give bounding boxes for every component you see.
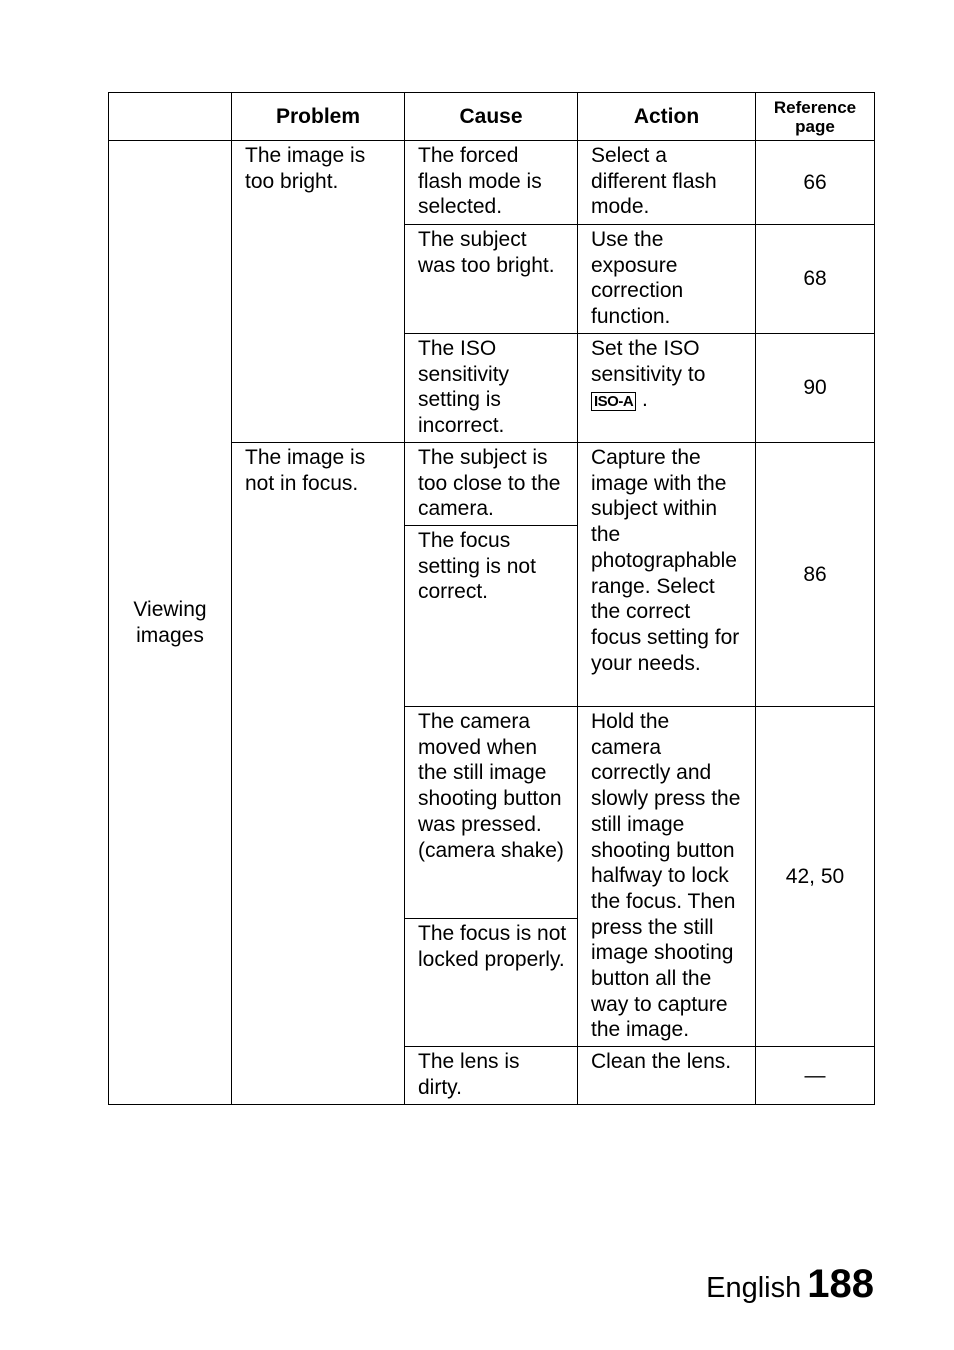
header-reference-page: Reference page <box>756 93 875 141</box>
reference-page-cell: 42, 50 <box>756 707 875 1047</box>
header-action: Action <box>578 93 756 141</box>
problem-cell: The image is too bright. <box>232 141 405 443</box>
action-cell: Select a different flash mode. <box>578 141 756 225</box>
reference-page-cell: 86 <box>756 443 875 707</box>
cause-cell: The focus is not locked properly. <box>405 919 578 1047</box>
cause-cell: The ISO sensitivity setting is incorrect. <box>405 334 578 443</box>
cause-cell: The subject was too bright. <box>405 225 578 334</box>
reference-page-cell: 66 <box>756 141 875 225</box>
action-cell: Hold the camera correctly and slowly press the still image shooting button halfway to lock the focus. Then press the still image shooting button all the way to capture the image. <box>578 707 756 1047</box>
reference-page-cell: 90 <box>756 334 875 443</box>
page-number: 188 <box>807 1262 874 1306</box>
reference-page-cell: 68 <box>756 225 875 334</box>
footer-language: English <box>706 1272 802 1304</box>
action-cell: Clean the lens. <box>578 1047 756 1105</box>
action-cell: Capture the image with the subject within the photographable range. Select the correct focus setting for your needs. <box>578 443 756 707</box>
cause-cell: The lens is dirty. <box>405 1047 578 1105</box>
table-row <box>109 141 875 225</box>
header-row <box>109 93 875 141</box>
header-blank <box>109 93 232 141</box>
cause-cell: The camera moved when the still image shooting button was pressed. (camera shake) <box>405 707 578 919</box>
cause-cell: The forced flash mode is selected. <box>405 141 578 225</box>
header-cause: Cause <box>405 93 578 141</box>
action-cell: Use the exposure correction function. <box>578 225 756 334</box>
cause-cell: The subject is too close to the camera. <box>405 443 578 526</box>
page-footer <box>706 1262 874 1307</box>
troubleshooting-table <box>108 92 875 1105</box>
header-problem: Problem <box>232 93 405 141</box>
reference-page-cell: — <box>756 1047 875 1105</box>
section-label: Viewing images <box>109 141 232 1105</box>
action-text: Set the ISO sensitivity to <box>591 337 706 386</box>
iso-auto-icon: ISO-A <box>591 392 636 411</box>
cause-cell: The focus setting is not correct. <box>405 526 578 707</box>
action-cell: Set the ISO sensitivity to ISO-A . <box>578 334 756 443</box>
problem-cell: The image is not in focus. <box>232 443 405 1105</box>
